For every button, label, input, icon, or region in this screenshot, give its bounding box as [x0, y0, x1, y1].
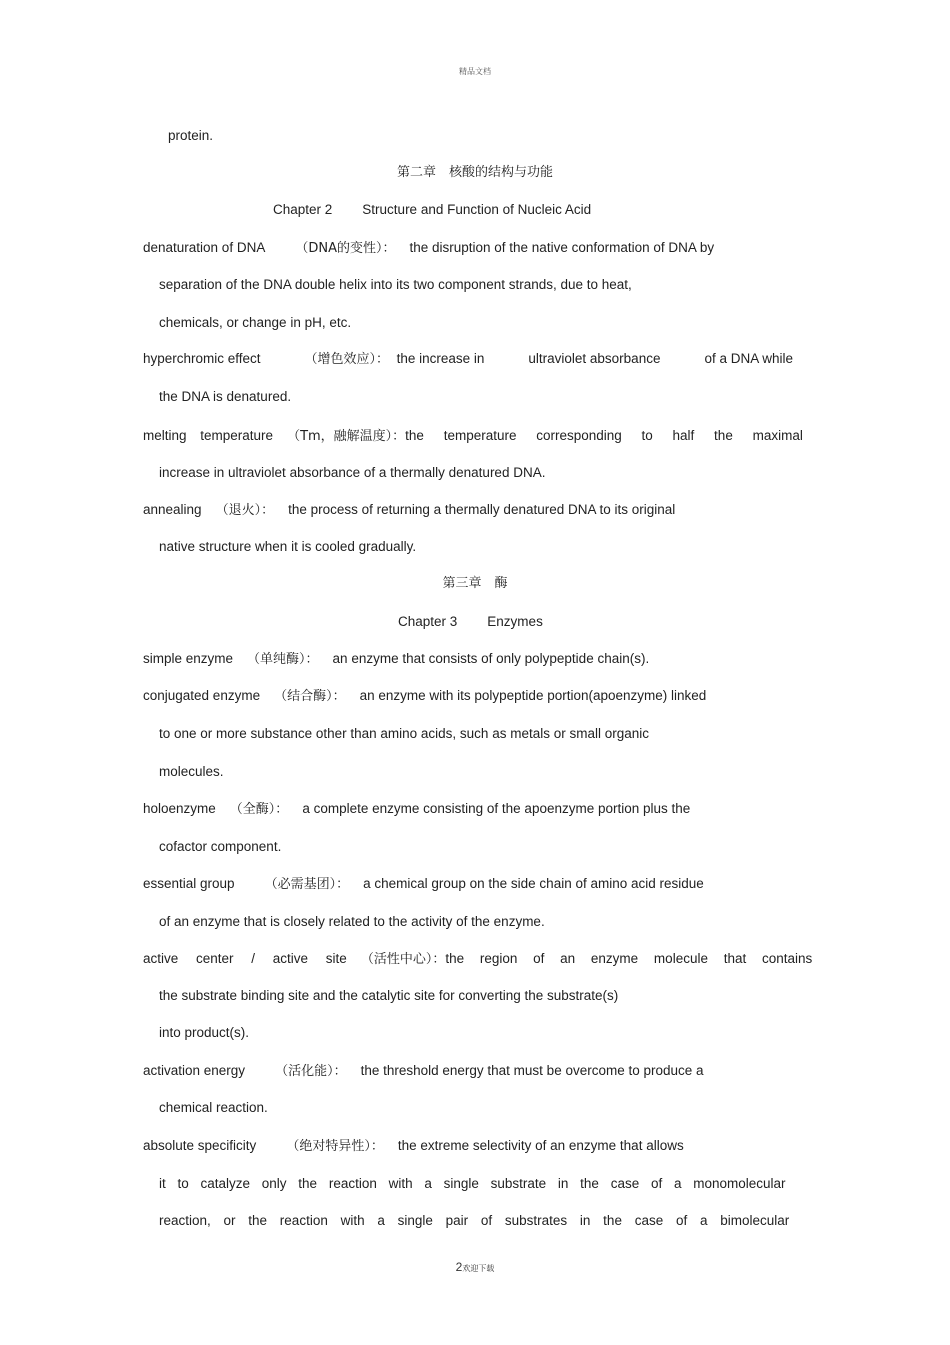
entry-def: a complete enzyme consisting of the apoenzyme portion plus the: [302, 801, 691, 816]
entry-activation-energy: [143, 1062, 704, 1081]
entry-term: essential group: [143, 876, 235, 891]
page-header: 精品文档: [459, 67, 491, 76]
entry-term: conjugated enzyme: [143, 688, 261, 703]
entry-cn: （必需基团）：: [264, 877, 350, 892]
chapter3-name: Enzymes: [487, 614, 543, 629]
chapter3-title-en: [398, 613, 543, 631]
entry-holoenzyme: [143, 800, 690, 819]
footer-text: 欢迎下载: [462, 1264, 495, 1273]
entry-continuation: the DNA is denatured.: [159, 389, 292, 404]
entry-def: the extreme selectivity of an enzyme that allows: [397, 1138, 684, 1153]
entry-continuation: separation of the DNA double helix into its two component strands, due to heat,: [159, 277, 632, 292]
entry-cn: （Tm，融解温度）：: [287, 429, 406, 444]
chapter2-name: Structure and Function of Nucleic Acid: [362, 202, 592, 217]
entry-def: the process of returning a thermally denatured DNA to its original: [288, 502, 676, 517]
entry-term: melting temperature: [143, 428, 274, 443]
entry-continuation: chemical reaction.: [159, 1100, 268, 1115]
entry-def: a chemical group on the side chain of amino acid residue: [363, 876, 704, 891]
entry-cn: （活性中心）：: [360, 952, 446, 967]
entry-melting: [143, 427, 803, 446]
entry-cn: （结合酶）：: [274, 689, 346, 704]
entry-cn: （DNA的变性）：: [295, 241, 396, 256]
intro-text: protein.: [168, 128, 214, 143]
entry-term: simple enzyme: [143, 651, 234, 666]
entry-essential-group: [143, 875, 704, 894]
entry-term: holoenzyme: [143, 801, 216, 816]
chapter2-number: Chapter 2: [273, 202, 333, 217]
entry-term: denaturation of DNA: [143, 240, 266, 255]
entry-term: activation energy: [143, 1063, 246, 1078]
chapter2-title-cn: 第二章 核酸的结构与功能: [396, 165, 553, 180]
entry-def: the temperature corresponding to half the maximal: [405, 428, 803, 443]
entry-term: hyperchromic effect: [143, 351, 261, 366]
page-footer: [0, 1260, 950, 1274]
entry-def-part2: ultraviolet absorbance: [528, 351, 661, 366]
entry-continuation: into product(s).: [159, 1025, 250, 1040]
entry-term: annealing: [143, 502, 202, 517]
entry-continuation: it to catalyze only the reaction with a single substrate in the case of a monomolecular: [159, 1176, 786, 1191]
entry-continuation: reaction, or the reaction with a single pair of substrates in the case of a bimolecular: [159, 1213, 790, 1228]
entry-cn: （增色效应）：: [304, 352, 390, 367]
entry-continuation: increase in ultraviolet absorbance of a thermally denatured DNA.: [159, 465, 546, 480]
entry-def: the increase in: [396, 351, 485, 366]
page-number: 2: [455, 1260, 463, 1274]
entry-continuation: chemicals, or change in pH, etc.: [159, 315, 352, 330]
entry-continuation: of an enzyme that is closely related to the activity of the enzyme.: [159, 914, 545, 929]
entry-cn: （退火）：: [215, 503, 275, 518]
entry-active-center: [143, 950, 812, 969]
entry-cn: （全酶）：: [229, 802, 289, 817]
entry-conjugated-enzyme: [143, 687, 706, 706]
entry-cn: （绝对特异性）：: [286, 1139, 384, 1154]
entry-term: absolute specificity: [143, 1138, 257, 1153]
entry-denaturation: [143, 239, 714, 258]
entry-continuation: cofactor component.: [159, 839, 282, 854]
chapter3-number: Chapter 3: [398, 614, 458, 629]
chapter2-title-en: [273, 201, 591, 219]
entry-continuation: the substrate binding site and the catalytic site for converting the substrate(s): [159, 988, 619, 1003]
entry-def: the region of an enzyme molecule that contains: [445, 951, 813, 966]
entry-simple-enzyme: [143, 650, 649, 669]
entry-cn: （活化能）：: [275, 1064, 347, 1079]
entry-def: the threshold energy that must be overcome to produce a: [360, 1063, 704, 1078]
entry-hyperchromic: [143, 350, 793, 369]
entry-def-part3: of a DNA while: [704, 351, 793, 366]
entry-continuation: native structure when it is cooled gradually.: [159, 539, 417, 554]
entry-term: active center / active site: [143, 951, 347, 966]
chapter3-title-cn: 第三章 酶: [442, 576, 508, 591]
entry-absolute-specificity: [143, 1137, 684, 1156]
entry-annealing: [143, 501, 675, 520]
entry-def: the disruption of the native conformation of DNA by: [409, 240, 715, 255]
entry-continuation: molecules.: [159, 764, 224, 779]
entry-continuation: to one or more substance other than amino acids, such as metals or small organic: [159, 726, 649, 741]
entry-def: an enzyme with its polypeptide portion(apoenzyme) linked: [359, 688, 707, 703]
entry-cn: （单纯酶）：: [247, 652, 319, 667]
entry-def: an enzyme that consists of only polypeptide chain(s).: [332, 651, 650, 666]
